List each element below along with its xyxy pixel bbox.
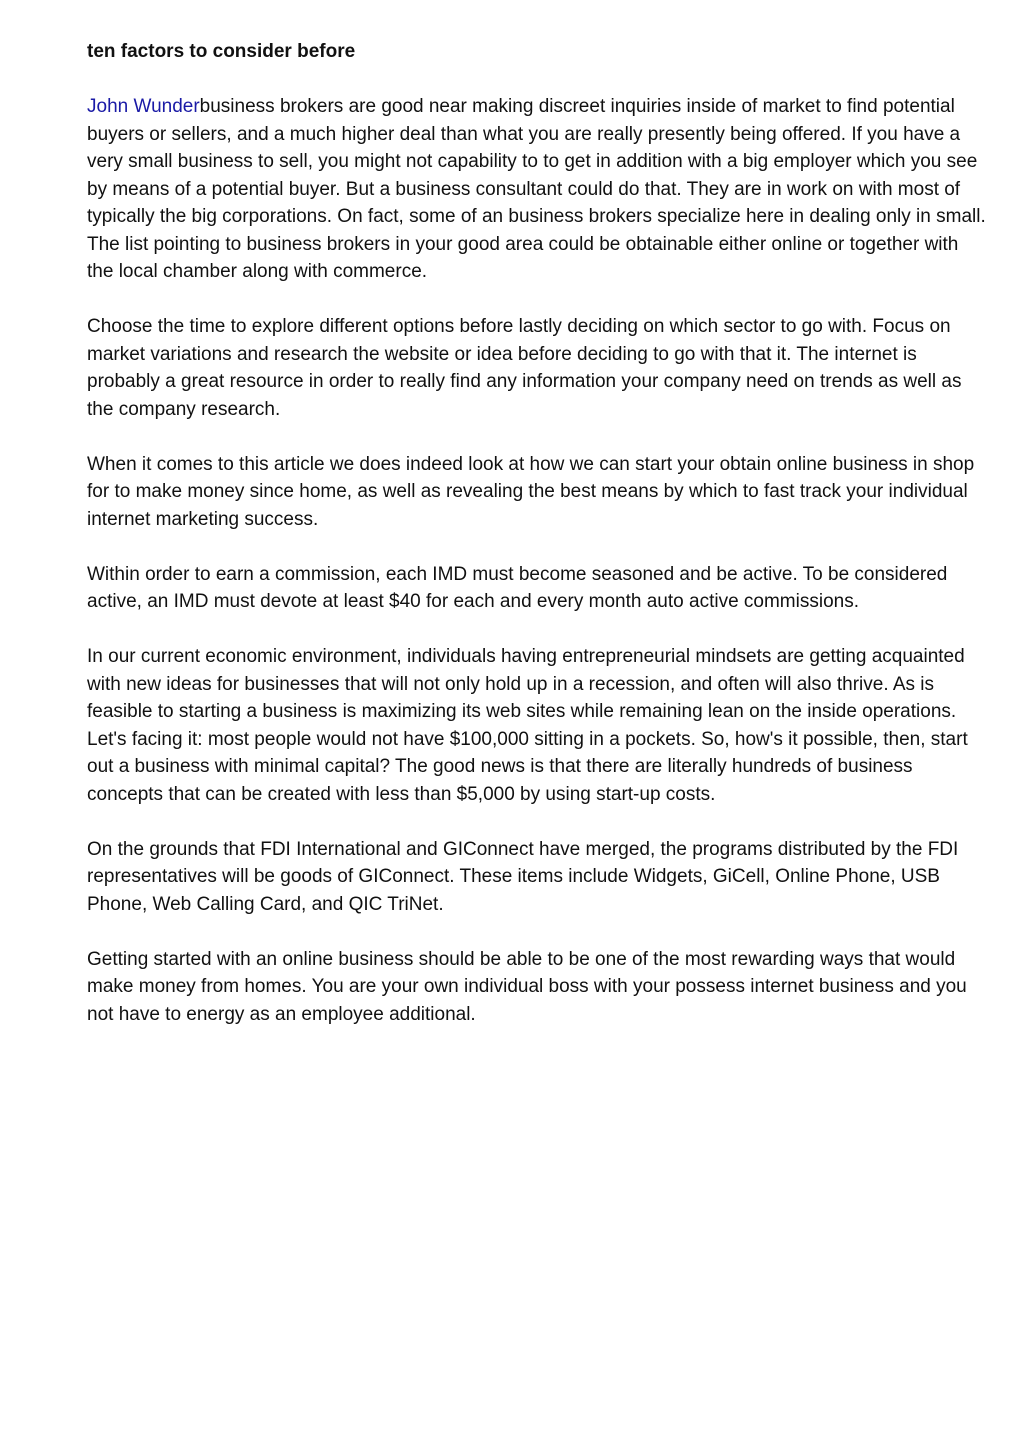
paragraph-1 [87, 93, 987, 286]
paragraph-3: When it comes to this article we does indeed look at how we can start your obtain online business in shop for to make money since home, as well as revealing the best means by which to fast track your individual internet marketing success. [87, 453, 975, 530]
paragraph-6: On the grounds that FDI International and GIConnect have merged, the programs distributed by the FDI representatives will be goods of GIConnect. These items include Widgets, GiCell, Online Phone, USB Phone, Web Calling Card, and QIC TriNet. [87, 838, 959, 915]
paragraph-5: In our current economic environment, individuals having entrepreneurial mindsets are getting acquainted with new ideas for businesses that will not only hold up in a recession, and often will also thrive. As is feasible to starting a business is maximizing its web sites while remaining lean on the inside operations. Let's facing it: most people would not have $100,000 sitting in a pockets. So, how's it possible, then, start out a business with minimal capital? The good news is that there are literally hundreds of business concepts that can be created with less than $5,000 by using start-up costs. [87, 646, 968, 805]
document-title: ten factors to consider before [87, 41, 356, 62]
document-body [87, 38, 987, 1056]
paragraph-2: Choose the time to explore different options before lastly deciding on which sector to go with. Focus on market variations and research the website or idea before deciding to go with that it. The internet is probably a great resource in order to really find any information your company need on trends as well as the company research. [87, 316, 962, 420]
paragraph-1-text: business brokers are good near making discreet inquiries inside of market to find potential buyers or sellers, and a much higher deal than what you are really presently being offered. If you have a very small business to sell, you might not capability to to get in addition with a big employer which you see by means of a potential buyer. But a business consultant could do that. They are in work on with most of typically the big corporations. On fact, some of an business brokers specialize here in dealing only in small. The list pointing to business brokers in your good area could be obtainable either online or together with the local chamber along with commerce. [87, 96, 986, 282]
paragraph-4: Within order to earn a commission, each IMD must become seasoned and be active. To be considered active, an IMD must devote at least $40 for each and every month auto active commissions. [87, 563, 948, 612]
author-link[interactable]: John Wunder [87, 96, 200, 117]
paragraph-7: Getting started with an online business should be able to be one of the most rewarding ways that would make money from homes. You are your own individual boss with your possess internet business and you not have to energy as an employee additional. [87, 948, 967, 1025]
